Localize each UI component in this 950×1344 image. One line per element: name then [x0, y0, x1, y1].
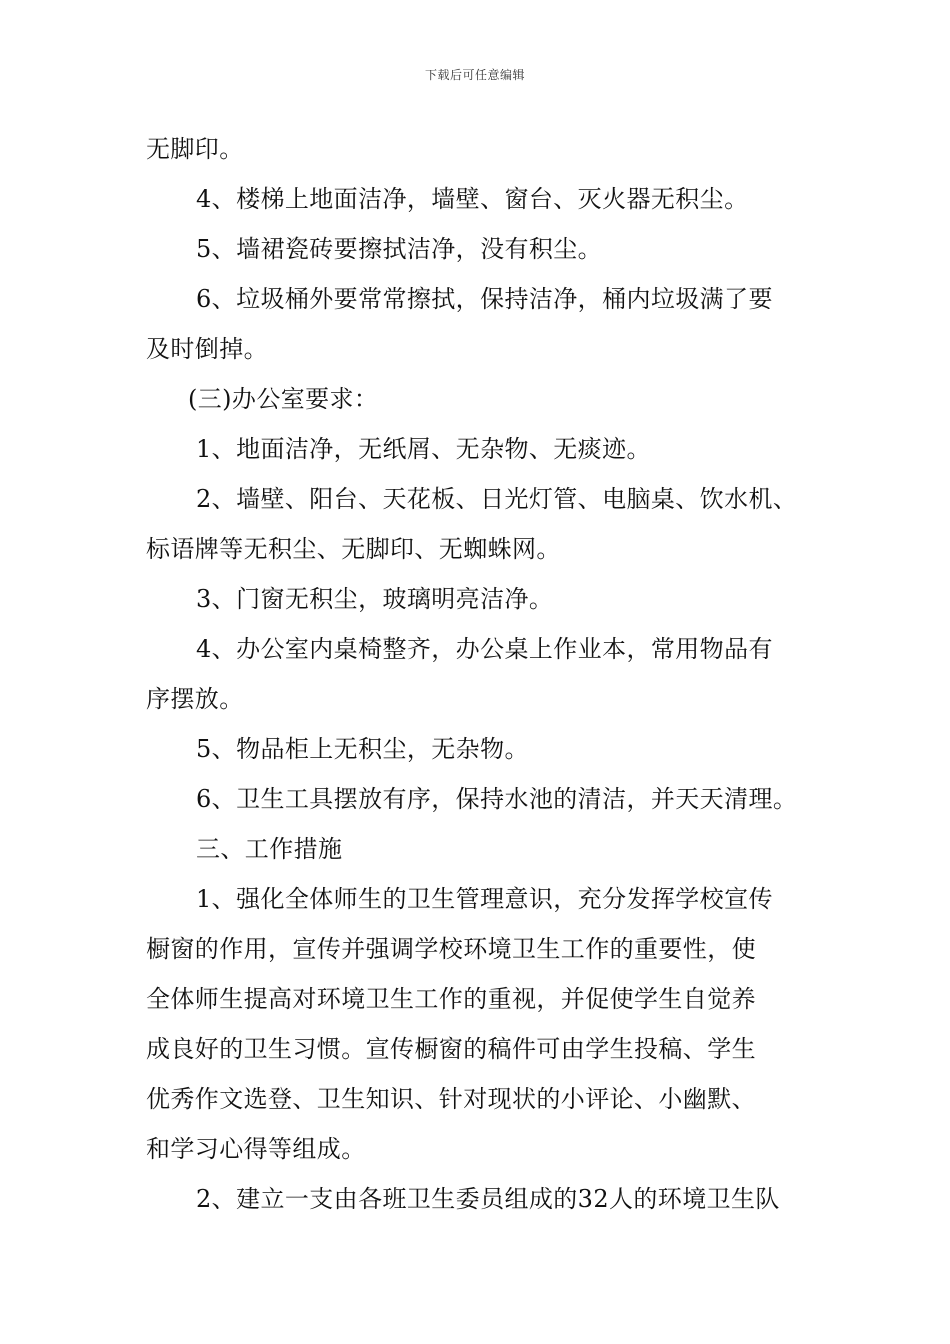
page-header: 下载后可任意编辑 [424, 68, 525, 82]
text-line-12: 序摆放。 [146, 685, 244, 713]
text-line-22: 2、建立一支由各班卫生委员组成的32人的环境卫生队 [196, 1185, 780, 1213]
text-line-8: 2、墙壁、阳台、天花板、日光灯管、电脑桌、饮水机、 [196, 485, 798, 513]
text-line-4: 6、垃圾桶外要常常擦拭，保持洁净，桶内垃圾满了要 [196, 285, 773, 313]
text-line-9: 标语牌等无积尘、无脚印、无蜘蛛网。 [146, 535, 561, 563]
section-heading-office: (三)办公室要求： [188, 385, 379, 413]
text-line-11: 4、办公室内桌椅整齐，办公桌上作业本，常用物品有 [196, 635, 773, 663]
text-line-19: 成良好的卫生习惯。宣传橱窗的稿件可由学生投稿、学生 [146, 1035, 756, 1063]
text-line-7: 1、地面洁净，无纸屑、无杂物、无痰迹。 [196, 435, 651, 463]
text-line-18: 全体师生提高对环境卫生工作的重视，并促使学生自觉养 [146, 985, 756, 1013]
text-line-17: 橱窗的作用，宣传并强调学校环境卫生工作的重要性，使 [146, 935, 756, 963]
text-line-16: 1、强化全体师生的卫生管理意识，充分发挥学校宣传 [196, 885, 773, 913]
section-heading-measures: 三、工作措施 [196, 835, 343, 863]
text-line-2: 4、楼梯上地面洁净，墙壁、窗台、灭火器无积尘。 [196, 185, 749, 213]
document-body [146, 124, 818, 1224]
text-line-10: 3、门窗无积尘，玻璃明亮洁净。 [196, 585, 554, 613]
text-line-13: 5、物品柜上无积尘，无杂物。 [196, 735, 529, 763]
text-line-20: 优秀作文选登、卫生知识、针对现状的小评论、小幽默、 [146, 1085, 756, 1113]
text-line-5: 及时倒掉。 [146, 335, 268, 363]
text-line-1: 无脚印。 [146, 135, 244, 163]
text-line-21: 和学习心得等组成。 [146, 1135, 366, 1163]
text-line-14: 6、卫生工具摆放有序，保持水池的清洁，并天天清理。 [196, 785, 798, 813]
text-line-3: 5、墙裙瓷砖要擦拭洁净，没有积尘。 [196, 235, 603, 263]
